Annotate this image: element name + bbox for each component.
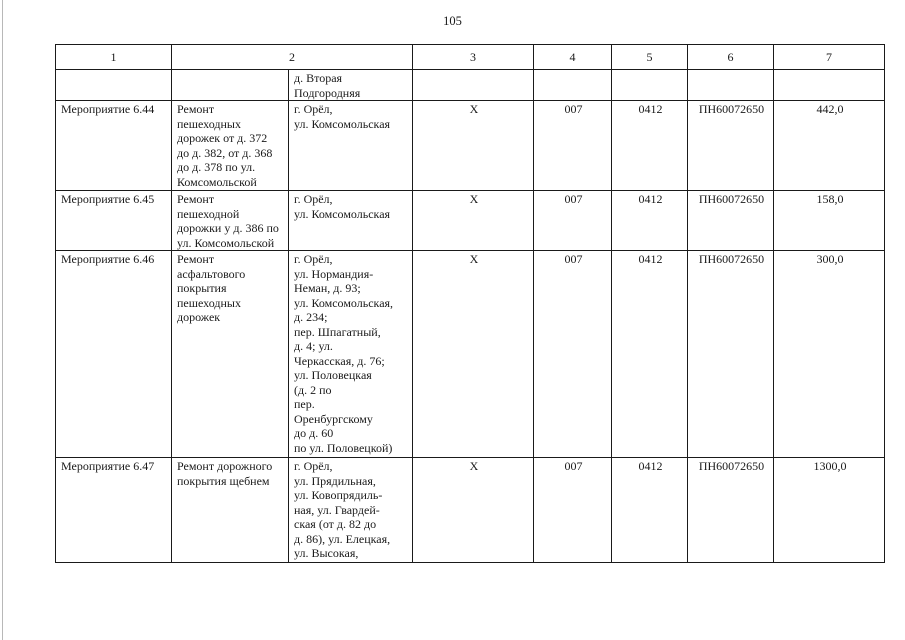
work-line: Ремонт <box>177 102 215 116</box>
chapter-code-cell <box>534 70 612 101</box>
address-line: г. Орёл, <box>294 459 333 473</box>
target-code-cell: ПН60072650 <box>688 251 774 458</box>
address-line: ул. Ковопрядиль- <box>294 488 383 502</box>
work-line: до д. 378 по ул. <box>177 160 256 174</box>
section-code-cell: 0412 <box>612 251 688 458</box>
x-cell: Х <box>413 458 534 563</box>
amount-cell: 300,0 <box>774 251 885 458</box>
work-line: Ремонт <box>177 252 215 266</box>
address-line: г. Орёл, <box>294 252 333 266</box>
amount-cell <box>774 70 885 101</box>
address-line: ская (от д. 82 до <box>294 517 377 531</box>
target-code-cell: ПН60072650 <box>688 101 774 191</box>
event-cell <box>56 70 172 101</box>
header-cell-2: 2 <box>172 45 413 70</box>
amount-cell: 1300,0 <box>774 458 885 563</box>
address-line: д. 86), ул. Елецкая, <box>294 531 391 546</box>
header-cell-4: 4 <box>534 45 612 70</box>
target-code-cell: ПН60072650 <box>688 458 774 563</box>
work-line: Комсомольской <box>177 174 257 189</box>
event-cell: Мероприятие 6.47 <box>56 458 172 563</box>
address-line: д. 4; ул. <box>294 339 333 353</box>
amount-cell: 442,0 <box>774 101 885 191</box>
work-line: Ремонт дорожного <box>177 459 273 473</box>
chapter-code-cell: 007 <box>534 458 612 563</box>
work-line: покрытия <box>177 281 227 295</box>
table-row <box>56 458 885 563</box>
target-code-cell: ПН60072650 <box>688 191 774 251</box>
address-line: Неман, д. 93; <box>294 281 361 295</box>
address-line: ул. Комсомольская, <box>294 295 394 310</box>
event-cell: Мероприятие 6.44 <box>56 101 172 191</box>
header-cell-7: 7 <box>774 45 885 70</box>
work-line: пешеходной <box>177 206 240 221</box>
work-line: дорожек от д. 372 <box>177 131 268 145</box>
section-code-cell <box>612 70 688 101</box>
address-line: Подгородняя <box>294 85 361 100</box>
address-cell <box>289 191 413 251</box>
table-row <box>56 191 885 251</box>
section-code-cell: 0412 <box>612 101 688 191</box>
address-line: ул. Комсомольская <box>294 206 391 221</box>
work-cell <box>172 70 289 101</box>
scan-edge-line <box>2 0 3 640</box>
address-cell <box>289 458 413 563</box>
event-cell: Мероприятие 6.46 <box>56 251 172 458</box>
address-line: (д. 2 по <box>294 382 332 397</box>
header-cell-5: 5 <box>612 45 688 70</box>
address-line: ул. Комсомольская <box>294 116 391 131</box>
table-header-row <box>56 45 885 70</box>
header-cell-6: 6 <box>688 45 774 70</box>
address-line: ул. Половецкая <box>294 368 372 382</box>
address-line: ул. Высокая, <box>294 546 359 560</box>
target-code-cell <box>688 70 774 101</box>
address-line: д. Вторая <box>294 71 343 85</box>
work-line: покрытия щебнем <box>177 473 270 488</box>
work-line: дорожки у д. 386 по <box>177 221 279 235</box>
address-line: пер. Шпагатный, <box>294 324 381 339</box>
address-line: ул. Прядильная, <box>294 473 376 488</box>
address-line: до д. 60 <box>294 426 334 440</box>
work-line: пешеходных <box>177 295 241 310</box>
page-number: 105 <box>443 14 462 28</box>
address-line: ул. Нормандия- <box>294 266 374 281</box>
work-line: ул. Комсомольской <box>177 235 275 250</box>
table-row-continuation <box>56 70 885 101</box>
chapter-code-cell: 007 <box>534 191 612 251</box>
address-cell <box>289 101 413 191</box>
document-table <box>55 44 885 563</box>
address-line: г. Орёл, <box>294 102 333 116</box>
work-line: Ремонт <box>177 192 215 206</box>
header-cell-1: 1 <box>56 45 172 70</box>
address-line: г. Орёл, <box>294 192 333 206</box>
work-line: дорожек <box>177 310 221 324</box>
table-row <box>56 251 885 458</box>
event-cell: Мероприятие 6.45 <box>56 191 172 251</box>
address-line: пер. <box>294 397 315 411</box>
table-row <box>56 101 885 191</box>
work-cell <box>172 101 289 191</box>
work-line: до д. 382, от д. 368 <box>177 145 273 160</box>
amount-cell: 158,0 <box>774 191 885 251</box>
work-line: асфальтового <box>177 266 246 281</box>
chapter-code-cell: 007 <box>534 251 612 458</box>
work-cell <box>172 191 289 251</box>
work-line: пешеходных <box>177 116 241 131</box>
address-line: Черкасская, д. 76; <box>294 353 385 368</box>
chapter-code-cell: 007 <box>534 101 612 191</box>
address-line: по ул. Половецкой) <box>294 440 393 455</box>
x-cell: Х <box>413 251 534 458</box>
work-cell <box>172 251 289 458</box>
x-cell: Х <box>413 101 534 191</box>
section-code-cell: 0412 <box>612 191 688 251</box>
address-line: д. 234; <box>294 310 328 324</box>
x-cell <box>413 70 534 101</box>
address-line: ная, ул. Гвардей- <box>294 502 380 517</box>
section-code-cell: 0412 <box>612 458 688 563</box>
x-cell: Х <box>413 191 534 251</box>
address-line: Оренбургскому <box>294 411 373 426</box>
header-cell-3: 3 <box>413 45 534 70</box>
work-cell <box>172 458 289 563</box>
address-cell <box>289 70 413 101</box>
address-cell <box>289 251 413 458</box>
